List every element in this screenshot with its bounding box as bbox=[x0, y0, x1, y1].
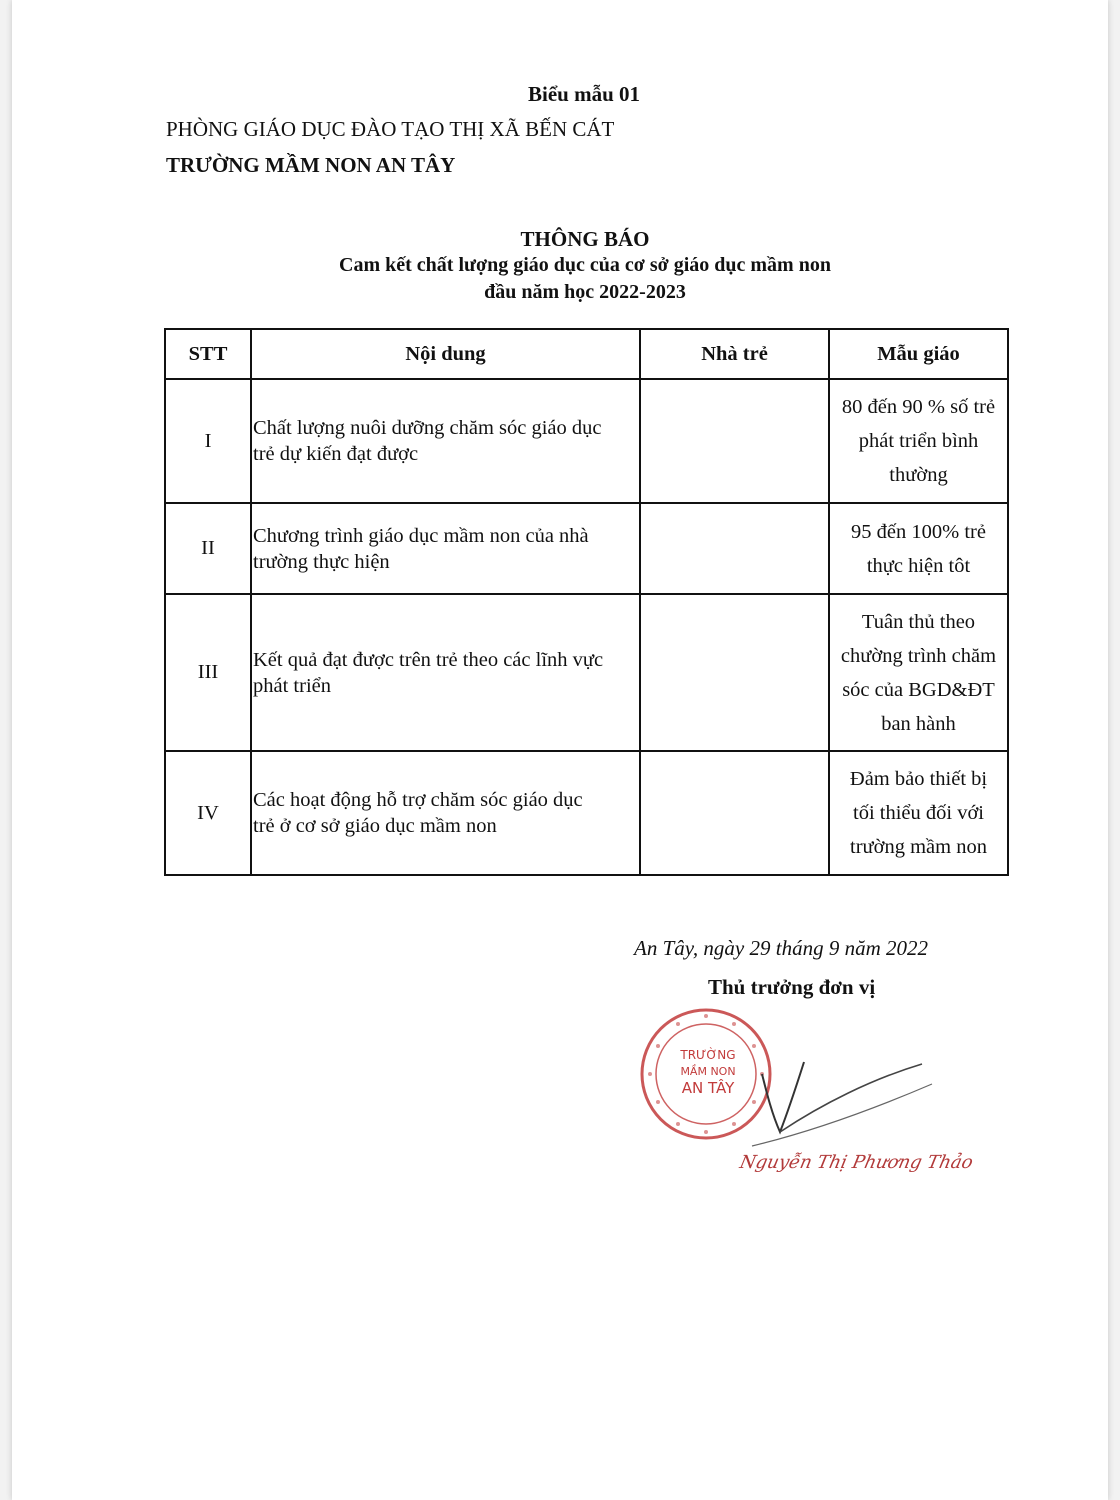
signer-title: Thủ trưởng đơn vị bbox=[708, 975, 876, 999]
row-content bbox=[251, 503, 640, 594]
kindergarten-line: sóc của BGD&ĐT bbox=[842, 678, 995, 701]
kindergarten-line: Tuân thủ theo bbox=[861, 610, 976, 633]
row-stt: I bbox=[165, 379, 251, 503]
header-stt: STT bbox=[165, 329, 251, 379]
kindergarten-line: 95 đến 100% trẻ bbox=[851, 520, 986, 543]
content-line: trẻ dự kiến đạt được bbox=[253, 443, 419, 465]
commitment-table bbox=[164, 328, 1009, 876]
kindergarten-line: tối thiểu đối với bbox=[853, 802, 984, 824]
row-nursery bbox=[640, 379, 829, 503]
signature-icon bbox=[742, 1044, 942, 1154]
row-nursery bbox=[640, 594, 829, 751]
content-line: Chất lượng nuôi dưỡng chăm sóc giáo dục bbox=[253, 417, 602, 439]
row-stt: III bbox=[165, 594, 251, 751]
document-page bbox=[12, 0, 1108, 1500]
stamp-line: AN TÂY bbox=[681, 1079, 735, 1097]
row-kindergarten bbox=[829, 503, 1008, 594]
kindergarten-line: ban hành bbox=[881, 712, 956, 735]
row-content bbox=[251, 594, 640, 751]
kindergarten-line: 80 đến 90 % số trẻ bbox=[841, 396, 996, 418]
content-line: trẻ ở cơ sở giáo dục mầm non bbox=[253, 815, 497, 837]
row-kindergarten bbox=[829, 594, 1008, 751]
table-row bbox=[165, 594, 1008, 751]
row-kindergarten bbox=[829, 379, 1008, 503]
row-stt: IV bbox=[165, 751, 251, 875]
row-nursery bbox=[640, 503, 829, 594]
notice-subtitle: Cam kết chất lượng giáo dục của cơ sở giáo dục mầm non bbox=[339, 254, 831, 276]
agency-name: PHÒNG GIÁO DỤC ĐÀO TẠO THỊ XÃ BẾN CÁT bbox=[166, 117, 615, 141]
kindergarten-line: thực hiện tôt bbox=[866, 554, 971, 577]
row-content bbox=[251, 379, 640, 503]
header-nursery: Nhà trẻ bbox=[640, 329, 829, 379]
kindergarten-line: chường trình chăm bbox=[840, 644, 997, 667]
signer-name: Nguyễn Thị Phương Thảo bbox=[737, 1152, 975, 1173]
table-header-row bbox=[165, 329, 1008, 379]
table-row bbox=[165, 379, 1008, 503]
content-line: Chương trình giáo dục mầm non của nhà bbox=[253, 524, 589, 547]
form-number: Biểu mẫu 01 bbox=[528, 82, 641, 106]
header-kindergarten: Mẫu giáo bbox=[829, 329, 1008, 379]
content-line: Các hoạt động hỗ trợ chăm sóc giáo dục bbox=[253, 789, 583, 811]
table-row bbox=[165, 751, 1008, 875]
row-stt: II bbox=[165, 503, 251, 594]
stamp-line: MẦM NON bbox=[680, 1065, 736, 1078]
notice-title: THÔNG BÁO bbox=[520, 227, 650, 251]
row-kindergarten bbox=[829, 751, 1008, 875]
kindergarten-line: thường bbox=[889, 464, 948, 486]
kindergarten-line: phát triển bình bbox=[858, 430, 979, 452]
kindergarten-line: Đảm bảo thiết bị bbox=[849, 768, 988, 790]
kindergarten-line: trường mầm non bbox=[850, 836, 987, 858]
table-row bbox=[165, 503, 1008, 594]
content-line: trường thực hiện bbox=[253, 550, 390, 573]
content-line: phát triển bbox=[253, 674, 331, 697]
row-content bbox=[251, 751, 640, 875]
header-content: Nội dung bbox=[251, 329, 640, 379]
row-nursery bbox=[640, 751, 829, 875]
date-line: An Tây, ngày 29 tháng 9 năm 2022 bbox=[634, 936, 928, 960]
content-line: Kết quả đạt được trên trẻ theo các lĩnh vực bbox=[253, 648, 604, 671]
stamp-line: TRƯỜNG bbox=[680, 1048, 736, 1062]
notice-year-line: đầu năm học 2022-2023 bbox=[484, 281, 686, 303]
school-name: TRƯỜNG MẦM NON AN TÂY bbox=[166, 153, 456, 177]
